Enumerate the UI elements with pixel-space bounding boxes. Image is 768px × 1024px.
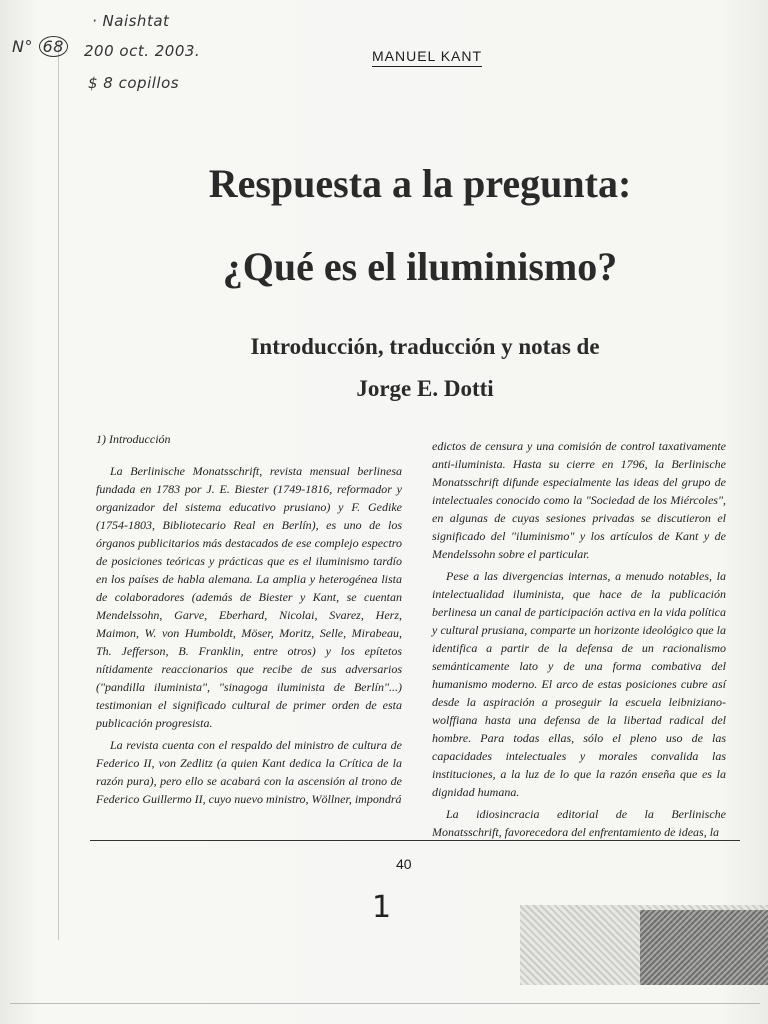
left-column <box>96 430 402 812</box>
number-prefix: N° <box>12 37 33 56</box>
title-line-1: Respuesta a la pregunta: <box>208 161 632 206</box>
handwritten-page-mark: 1 <box>372 890 392 925</box>
subtitle-line-1: Introducción, traducción y notas de <box>250 334 600 359</box>
title-line-2: ¿Qué es el iluminismo? <box>222 244 618 289</box>
subtitle-line-2: Jorge E. Dotti <box>356 376 494 401</box>
right-column <box>432 437 726 845</box>
page-number: 40 <box>396 856 412 872</box>
scan-artifact-dark <box>640 910 768 985</box>
paragraph: La idiosincracia editorial de la Berlinische Monatsschrift, favorecedora del enfrentamiento de ideas, la <box>432 807 726 839</box>
handwritten-note-1: · Naishtat <box>92 12 170 30</box>
paragraph: Pese a las divergencias internas, a menudo notables, la intelectualidad iluminista, que hace de la publicación berlinesa un canal de participación activa en la vida política y cultural prusiana, comparte un horizonte ideológico que la identifica a partir de la defensa de un racionalismo semánticamente lato y de una forma combativa del humanismo moderno. El arco de estas posiciones cubre así desde la aspiración a proseguir la escuela leibniziano-wolffiana hasta una defensa de la libertad radical del hombre. Para todas ellas, sólo el pleno uso de las capacidades intelectuales y morales convalida las instituciones, a la luz de lo que la razón enseña que es la dignidad humana. <box>432 569 726 799</box>
handwritten-note-3: $ 8 copillos <box>88 74 180 92</box>
paragraph: edictos de censura y una comisión de control taxativamente anti-iluminista. Hasta su cierre en 1796, la Berlinische Monatsschrift difunde especialmente las ideas del grupo de intelectuales conocido como la "Sociedad de los Miércoles", en algunas de cuyas sesiones privadas se discutieron el significado del "iluminismo" y los artículos de Kant y de Mendelssohn sobre el particular. <box>432 439 726 561</box>
circled-number: 68 <box>39 36 68 57</box>
handwritten-number <box>12 36 68 57</box>
bottom-edge-line <box>10 1003 760 1004</box>
handwritten-note-2: 200 oct. 2003. <box>84 42 201 60</box>
footer-rule <box>90 840 740 841</box>
paragraph: La revista cuenta con el respaldo del ministro de cultura de Federico II, von Zedlitz (a quien Kant dedica la Crítica de la razón pura), pero ello se acabará con la ascensión al trono de Federico Guillermo II, cuyo nuevo ministro, Wöllner, impondrá <box>96 738 402 806</box>
section-heading: 1) Introducción <box>96 432 171 446</box>
running-header-author: MANUEL KANT <box>372 48 482 67</box>
paragraph: La Berlinische Monatsschrift, revista mensual berlinesa fundada en 1783 por J. E. Biester (1749-1816, reformador y organizador del sistema educativo prusiano) y F. Gedike (1754-1803, Bibliotecario Real en Berlín), es uno de los órganos publicitarios más destacados de ese complejo espectro de posiciones teóricas y prácticas que es el iluminismo tardío en los países de habla alemana. La amplia y heterogénea lista de colaboradores (además de Biester y Kant, se cuentan Mendelssohn, Garve, Eberhard, Nicolai, Svarez, Herz, Maimon, W. von Humboldt, Möser, Moritz, Selle, Mirabeau, Th. Jefferson, B. Franklin, entre otros) y los epítetos nítidamente reaccionarios que recibe de sus adversarios ("pandilla iluminista", "sinagoga iluminista de Berlín"...) testimonian el significado cultural de primer orden de esta publicación progresista. <box>96 464 402 730</box>
